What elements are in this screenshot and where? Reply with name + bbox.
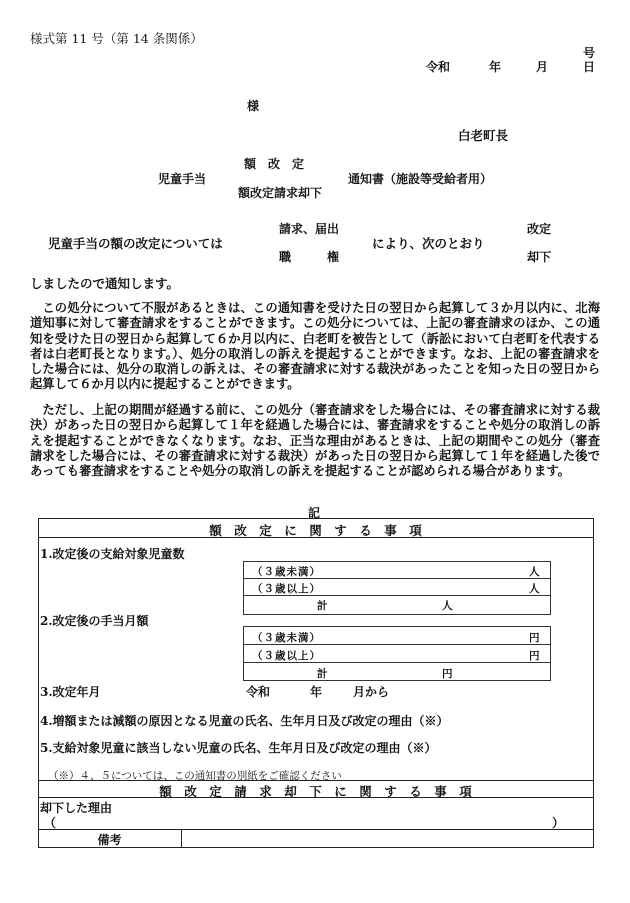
date-day: 日 (583, 60, 596, 74)
item4-label: 4.増額または減額の原因となる児童の氏名、生年月日及び改定の理由（※） (40, 714, 449, 728)
item5-label: 5.支給対象児童に該当しない児童の氏名、生年月日及び改定の理由（※） (40, 741, 437, 755)
children-under3-label: （３歳未満） (252, 566, 321, 578)
form-title: 様式第 11 号（第 14 条関係） (30, 31, 203, 46)
date-era: 令和 (426, 60, 451, 74)
item3-label: 3.改定年月 (40, 685, 101, 699)
notice-paragraph-2: ただし、上記の期間が経過する前に、この処分（審査請求をした場合には、その審査請求に対する裁決）があった日の翌日から起算して１年を経過した場合には、審査請求をすることや処分の取消しの訴えを提起することができなくなります。なお、正当な理由があるときは、上記の期間やこの処分（審査請求をした場合には、その審査請求に対する裁決）があった日の翌日から起算して１年を経過した後であっても審査請求をすることや処分の取消しの訴えを提起することが認められる場合があります。 (30, 402, 600, 479)
amount-total-label: 計 (317, 668, 328, 680)
ki-mark: 記 (308, 506, 321, 520)
children-total-unit: 人 (442, 600, 453, 612)
number-label: 号 (583, 46, 596, 60)
intro-closing: しましたので通知します。 (30, 276, 180, 291)
addressee-suffix: 様 (247, 99, 260, 113)
title-prefix: 児童手当 (158, 172, 207, 186)
divider (38, 780, 593, 781)
paren-close: ） (552, 816, 565, 830)
title-option-bottom: 額改定請求却下 (238, 186, 323, 200)
amount-over3-label: （３歳以上） (252, 650, 321, 662)
item2-label: 2.改定後の手当月額 (40, 614, 149, 628)
intro-lead: 児童手当の額の改定については (48, 236, 223, 251)
intro-middle: により、次のとおり (372, 236, 485, 251)
children-under3-unit: 人 (529, 566, 540, 578)
children-total-label: 計 (317, 600, 328, 612)
divider (181, 829, 182, 847)
date-year: 年 (489, 60, 502, 74)
amount-over3-unit: 円 (529, 650, 540, 662)
amount-under3-unit: 円 (529, 632, 540, 644)
issuer: 白老町長 (458, 128, 509, 143)
reason-bottom: 職 権 (279, 250, 340, 264)
children-over3-label: （３歳以上） (252, 583, 321, 595)
remarks-label: 備考 (97, 833, 122, 847)
children-over3-unit: 人 (529, 583, 540, 595)
notice-paragraph-1: この処分について不服があるときは、この通知書を受けた日の翌日から起算して３か月以内に、北海道知事に対して審査請求をすることができます。この処分については、上記の審査請求のほか、この通知を受けた日の翌日から起算して６か月以内に、白老町を被告として（訴訟において白老町を代表する者は白老町長となります。）、処分の取消しの訴えを提起することができます。なお、上記の審査請求をした場合には、処分の取消しの訴えは、その審査請求に対する裁決があったことを知った日の翌日から起算して６か月以内に提起することができます。 (30, 300, 600, 392)
item3-month: 月から (353, 685, 390, 699)
result-top: 改定 (527, 222, 552, 236)
reject-reason-label: 却下した理由 (40, 801, 113, 815)
item1-label: 1.改定後の支給対象児童数 (40, 547, 185, 561)
divider (38, 797, 593, 798)
amount-under3-label: （３歳未満） (252, 632, 321, 644)
result-bottom: 却下 (527, 250, 552, 264)
item3-era: 令和 (246, 685, 271, 699)
item3-year: 年 (310, 685, 323, 699)
title-option-top: 額 改 定 (244, 157, 305, 171)
section1-header: 額 改 定 に 関 す る 事 項 (209, 523, 422, 538)
section2-header: 額 改 定 請 求 却 下 に 関 す る 事 項 (159, 784, 472, 799)
paren-open: （ (44, 816, 57, 830)
reason-top: 請求、届出 (279, 222, 340, 236)
amount-total-unit: 円 (442, 668, 453, 680)
footnote: （※）４、５については、この通知書の別紙をご確認ください (48, 770, 342, 782)
title-suffix: 通知書（施設等受給者用） (348, 172, 493, 186)
divider (38, 829, 593, 830)
date-month: 月 (536, 60, 549, 74)
